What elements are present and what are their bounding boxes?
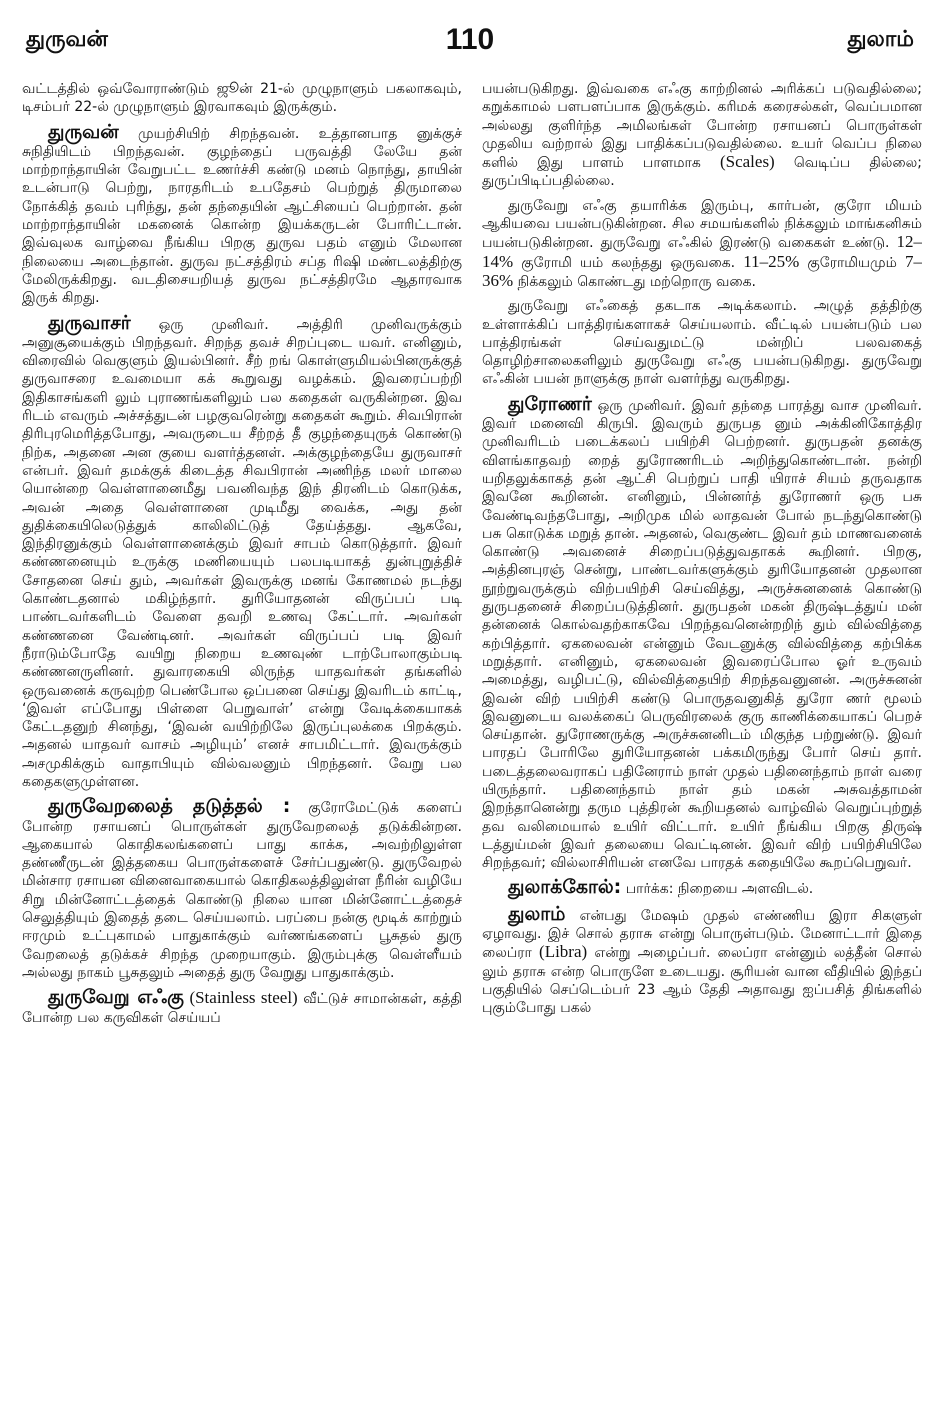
entry-text-rust-prevention: குரோமேட்டுக் களைப் போன்ற ரசாயனப் பொருள்கள் துருவேறலைத் தடுக்கின்றன. ஆகையால் கொதிகலங்களைப் பாது காக்க, அவற்றிலுள்ள தண்ணீருடன் இத்தகைய பொருள்களைச் சேர்ப்பதுண்டு. துருவேறல் மின்சார ரசாயன வினைவாகையால் கொதிகலத்திலுள்ள நீரின் வழியே சிறு மின்னோட்டத்தைக் கொண்டு நிலை யான மின்னோட்டத்தைச் செலுத்தியும் இதைத் தடை செய்யலாம். பரப்பை நன்கு மூடிக் காற்றும் ஈரமும் உட்புகாமல் பாதுகாக்கும் வர்ணங்களைப் பூசுதல் துரு வேறலைத் தடுக்கச் சிறந்த முறையாகும். இரும்புக்கு வெள்ளீயம் அல்லது நாகம் பூசுதலும் அதைத் துரு வேறுது பாதுகாக்கும். <box>22 800 462 981</box>
headword-dronar: துரோணர் <box>508 392 592 415</box>
entry-dronar <box>482 392 922 873</box>
entry-stainless-steel <box>22 988 462 1027</box>
entry-text-thulakol: பார்க்க: நிறையை அளவிடல். <box>621 881 814 898</box>
latin-term-libra: (Libra) <box>539 942 588 962</box>
headword-stainless-steel: துருவேறு எஃகு <box>48 986 184 1009</box>
entry-text-dronar: ஒரு முனிவர். இவர் தந்தை பாரத்து வாச முனிவர். இவர் மனைவி கிருபி. இவரும் துருபத னும் அக்கினிகோத்திர முனிவரிடம் படைக்கலப் பயிற்சி பெற்றனர். துருபதன் தனக்கு விளங்காதவற் றைத் துரோணரிடம் அறிந்துகொண்டான். நன்றி யறிதலுக்காகத் தன் ஆட்சி பெற்றுப் பாதி யிராச் சியம் தருவதாக இவனே கூறினன். எனினும், பின்னர்த் துரோணர் ஒரு பசு வேண்டிவந்தபோது, அறிமுக மில் லாதவன் போல் நடந்துகொண்டு பசு கொடுக்க மறுத் தான். அதனல், வெகுண்ட இவர் தம் மாணவனைக் கொண்டு அவனைச் சிறைப்படுத்துவதாகக் கூறினர். பிறகு, அத்தினபுரஞ் சென்று, பாண்டவர்களுக்கும் துரியோதனன் முதலான நூற்றுவருக்கும் விற்பயிற்சி செய்வித்து, அருச்சுனனைக் கொண்டு துருபதனைச் சிறைப்படுத்தினர். துருபதன் மகன் திருஷ்டத்துய் மன் தன்னைக் கொல்வதற்காகவே பிறந்தவனென்றறிந் தும் வில்வித்தை கற்பித்தார். ஏகலைவன் என்னும் வேடனுக்கு வில்வித்தை கற்பிக்க மறுத்தார். எனினும், ஏகலைவன் இவரைப்போல ஓர் உருவம் அமைத்து, வழிபட்டு, வில்வித்தையிற் சிறந்தவனுனன். அருச்சுனன் இவன் விற் பயிற்சி கண்டு பொருதவனுகித் துரோ ணர் மூலம் இவனுடைய வலக்கைப் பெருவிரலைக் குரு காணிக்கையாகப் பெறச் செய்தான். துரோணருக்கு அருச்சுனனிடம் மிகுந்த பற்றுண்டு. இவர் பாரதப் போரிலே துரியோதனன் பக்கமிருந்து போர் செய் தார். படைத்தலைவராகப் பதினேராம் நாள் முதல் பதினைந்தாம் நாள் வரை யிருந்தார். பதினைந்தாம் நாள் தம் மகன் அசுவத்தாமன் இறந்தானென்று தரும புத்திரன் கூறியதனல் வாழ்வில் வெறுப்புற்றுத் தவ வலிமையால் உயிர் விட்டார். உயிர் நீங்கிய பிறகு திருஷ் டத்துய்மன் இவர் தலையை வெட்டினன். இவர் விற் பயிற்சியிலே சிறந்தவர்; வில்லாசிரியன் எனவே பாரதக் கதையிலே கூறப்பெறுவர். <box>482 397 922 872</box>
steel-cont-2c: குரோமியமும் <box>799 254 897 271</box>
steel-cont-2d: நிக்கலும் கொண்டது மற்றொரு வகை. <box>513 273 756 290</box>
entry-druvan <box>22 120 462 308</box>
latin-term-scales: (Scales) <box>719 152 775 172</box>
header-left-guideword: துருவன் <box>26 27 108 52</box>
entry-text-thulam-a: என்பது மேஷம் முதல் எண்ணிய இரா சிகளுள் ஏழாவது. இச் சொல் தராசு என்று பொருள்படும். மேனாட்டார் இதை லைப்ரா <box>482 907 922 962</box>
entry-rust-prevention <box>22 797 462 982</box>
intro-paragraph: வட்டத்தில் ஒவ்வோராண்டும் ஜூன் 21-ல் முழுநாளும் பகலாகவும், டிசம்பர் 22-ல் முழுநாளும் இரவாகவும் இருக்கும். <box>22 81 462 116</box>
entry-text-durvasar: ஒரு முனிவர். அத்திரி முனிவருக்கும் அனுசூயைக்கும் பிறந்தவர். சிறந்த தவச் சிறப்புடை யவர். எனினும், விரைவில் வெகுளும் இயல்பினர். சீற் றங் கொள்ளுமியல்பினருக்குத் துருவாசரை உவமையா கக் கூறுவது வழக்கம். இவரைப்பற்றி இதிகாசங்களி லும் புராணங்களிலும் பல கதைகள் வருகின்றன. இவ ரிடம் எவரும் அச்சத்துடன் பழகுவரென்று கதைகள் கூறும். சிவபிரான் திரிபுரமெரித்தபோது, அவருடைய சீற்றத் தீ குழந்தையுருக் கொண்டு நிற்க, அதனை அன குயை வளர்த்தனள். அக்குழந்தையே துருவாசர் என்பர். இவர் தமக்குக் கிடைத்த சிவபிரான் அணிந்த மலர் மாலை யொன்றை வெள்ளானைமீது பவனிவந்த இந் திரனிடம் கொடுக்க, அவன் அதை வெள்ளானை முடிமீது வைக்க, அது தன் துதிக்கையிலெடுத்துக் காலிலிட்டுத் தேய்த்தது. ஆகவே, இந்திரனுக்கும் வெள்ளானைக்கும் இவர் சாபம் கொடுத்தார். இவர் கண்ணனையும் உருக்கு மணியையும் பலபடியாகத் துன்புறுத்திச் சோதனை செய் தும், அவர்கள் இவருக்கு மனங் கோணமல் நடந்து கொண்டதனால் மகிழ்ந்தார். துரியோதனன் விருப்பப் படி பாண்டவர்களிடம் வேளை தவறி உணவு கேட்டார். அவர்கள் கண்ணனை வேண்டினர். அவர்கள் விருப்பப் படி இவர் நீராடும்போதே வயிறு நிறைய உணவுண் டாற்போலாகும்படி கண்ணனருளினர். துவாரகையி லிருந்த யாதவர்கள் தங்களில் ஒருவனைக் கருவுற்ற பெண்போல ஒப்பனை செய்து இவரிடம் காட்டி, ‘இவள் எப்போது பிள்ளை பெறுவாள்’ என்று வேடிக்கையாகக் கேட்டதனுற் சினந்து, ‘இவன் வயிற்றிலே இருப்புலக்கை பிறக்கும். அதனல் யாதவர் வாசம் அழியும்’ எனச் சாபமிட்டார். இவருக்கும் அசமுகிக்கும் வாதாபியும் வில்வலனும் பிறந்தனர். வேறு பல கதைகளுமுள்ளன. <box>22 316 462 790</box>
steel-continuation-3: துருவேறு எஃகைத் தகடாக அடிக்கலாம். அழுத் தத்திற்கு உள்ளாக்கிப் பாத்திரங்களாகச் செய்யலாம். வீட்டில் பயன்படும் பல பாத்திரங்கள் செய்வதுமட்டு மன்றிப் பலவகைத் தொழிற்சாலைகளிலும் துருவேறு எஃகு பயன்படுகிறது. துருவேறு எஃகின் பயன் நாளுக்கு நாள் வளர்ந்து வருகிறது. <box>482 298 922 388</box>
steel-percent-2: 11–25% <box>743 251 800 271</box>
steel-percent-1: 12–14% <box>482 232 922 271</box>
headword-rust-prevention: துருவேறலைத் தடுத்தல் : <box>48 795 291 818</box>
steel-cont-2a: துருவேறு எஃகு தயாரிக்க இரும்பு, கார்பன், குரோ மியம் ஆகியவை பயன்படுகின்றன. சில சமயங்களில் நிக்கலும் மாங்கனிசும் பயன்படுகின்றன. துருவேறு எஃகில் இரண்டு வகைகள் உண்டு. <box>482 197 922 252</box>
left-column <box>22 80 462 1420</box>
headword-durvasar: துருவாசர் <box>48 311 131 334</box>
steel-percent-3: 7–36% <box>482 251 922 290</box>
page-header <box>0 18 940 62</box>
right-column <box>482 80 922 1420</box>
headword-thulakol: துலாக்கோல்: <box>508 876 622 899</box>
entry-durvasar <box>22 311 462 792</box>
latin-term-stainless-steel: (Stainless steel) <box>189 988 298 1008</box>
steel-continuation-2 <box>482 197 922 291</box>
entry-text-thulam-b: என்று அழைப்பர். லைப்ரா என்னும் லத்தீன் சொல் லும் தராசு என்ற பொருளே உடையது. சூரியன் வான வீதியில் இந்தப் பகுதியில் செப்டெம்பர் 23 ஆம் தேதி அதாவது ஐப்பசித் திங்களில் புகும்போது பகல் <box>482 945 922 1017</box>
headword-thulam: துலாம் <box>508 902 566 925</box>
entry-text-druvan: முயற்சியிற் சிறந்தவன். உத்தானபாத னுக்குச் சுநிதியிடம் பிறந்தவன். குழந்தைப் பருவத்தி லேயே தன் மாற்றாந்தாயின் வேறுபட்ட உணர்ச்சி கண்டு மனம் நொந்து, தாயின் உடன்பாடு பெற்று, நாரதரிடம் உபதேசம் பெற்றுத் திருமாலை நோக்கித் தவம் புரிந்து, தன் தந்தையின் ஆட்சியைப் பெற்றான். தன் மாற்றாந்தாயின் மகனைக் கொன்ற இயக்கருடன் போரிட்டான். இவ்வுலக வாழ்வை நீங்கிய பிறகு துருவ பதம் எனும் மேலான நிலையை அடைந்தான். துருவ நட்சத்திரம் சப்த ரிஷி மண்டலத்திற்கு மேலிருக்கிறது. வடதிசையறியத் துருவ நட்சத்திரமே ஆதாரவாக இருக் கிறது. <box>22 125 462 307</box>
entry-thulakol <box>482 878 922 898</box>
entry-text-stainless-steel: வீட்டுச் சாமான்கள், கத்தி போன்ற பல கருவிகள் செய்யப் <box>22 991 462 1026</box>
page-number: 110 <box>445 23 495 56</box>
steel-cont-1-tail: வெடிப்ப தில்லை; துருப்பிடிப்பதில்லை. <box>482 155 922 190</box>
steel-continuation-1 <box>482 80 922 191</box>
header-right-guideword: துலாம் <box>847 27 914 52</box>
steel-cont-1-text: பயன்படுகிறது. இவ்வகை எஃகு காற்றினல் அரிக்கப் படுவதில்லை; கறுக்காமல் பளபளப்பாக இருக்கும். கரிமக் கரைசல்கள், வெப்பமான அல்லது குளிர்ந்த அமிலங்கள் போன்ற ரசாயனப் பொருள்கள் முதலிய வற்றால் இது பாதிக்கப்படுவதில்லை. உயர் வெப்ப நிலை களில் இது பாளம் பாளமாக <box>482 81 922 172</box>
entry-thulam <box>482 902 922 1018</box>
steel-cont-2b: குரோமி யம் கலந்தது ஒருவகை. <box>513 254 736 271</box>
headword-druvan: துருவன் <box>48 120 119 143</box>
